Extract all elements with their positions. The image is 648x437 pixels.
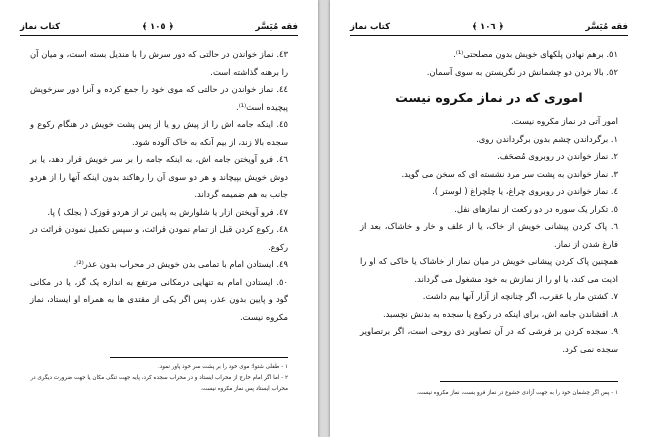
footnote: ١ - پس اگر چشمان خود را به جهت آزادی خشوع در نماز فرو بست، نماز مکروه نیست. [416, 390, 618, 396]
list-item: ٣. نماز خواندن به پشت سر مرد نشسته ای که سخن می گوید. [401, 168, 618, 179]
left-page [0, 0, 318, 437]
list-item: ٤. نماز خواندن در روبروی چراغ، یا چلچراغ ( لوستر ). [432, 186, 618, 196]
paragraph: ٤٩. ایستادن امام با تمامی بدن خویش در محراب بدون عذر⁽²⁾. [73, 259, 288, 269]
paragraph: ٥٠. ایستادن امام به تنهایی درمکانی مرتفع به اندازه یک گز، یا در مکانی گود و پایین بدون عذر، پس اگر یکی از مقتدی ها به همراه او ایستاد، نماز مکروه نیست. [30, 276, 288, 322]
running-head [20, 8, 298, 32]
list-item: ٥١. برهم نهادن پلکهای خویش بدون مصلحتی⁽¹⁾. [453, 49, 618, 59]
page-number: ﴿ ١٠٦ ﴾ [472, 22, 504, 32]
paragraph: ٤٦. فرو آویختن جامه اش، به اینکه جامه را بر سر خویش قرار دهد، یا بر دوش خویش بپیچاند و هر دو سوی آن را رهاکند بدون اینکه آنها را از هردو جانب به هم ضمیمه گرداند. [30, 154, 288, 199]
header-rule [20, 35, 298, 36]
paragraph: ٤٤. نماز خواندن در حالتی که موی خود را جمع کرده و آنرا دور سرخویش پیچیده است⁽¹⁾. [30, 84, 288, 112]
footnote-rule [440, 381, 618, 382]
list-item: ٢. نماز خواندن در روبروی مُصحَف. [497, 151, 618, 161]
list-item: ٩. سجده کردن بر فرشی که در آن تصاویر ذی روحی است، اگر برتصاویر سجده نمی کرد. [360, 326, 618, 354]
paragraph: ٤٥. اینکه جامه اش را از پیش رو یا از پس پشت خویش در هنگام رکوع و سجده بالا زند، از بیم آنکه به خاک آلوده شود. [30, 119, 288, 147]
chapter-title: كتاب نماز [20, 22, 61, 32]
list-item: ٧. کشتن مار یا عقرب، اگر چنانچه از آزار آنها بیم داشت. [422, 291, 618, 301]
running-head [350, 8, 628, 32]
chapter-title: كتاب نماز [350, 22, 391, 32]
lead-text: امور آتی در نماز مکروه نیست. [510, 116, 618, 126]
footnotes [360, 388, 618, 399]
section-heading: اموری که در نماز مکروه نیست [395, 90, 583, 105]
list-item: ٦. پاک کردن پیشانی خویش از خاک، یا از علف و خار و خاشاک، بعد از فارغ شدن از نماز. [360, 221, 618, 249]
list-item: ٥. تکرار یک سوره در دو رکعت از نمازهای نفل. [454, 203, 618, 214]
footnote: ١ - طفلی شتوا؛ موی خود را بر پشت سر خود پاور نمود. [157, 364, 288, 370]
header-rule [350, 35, 628, 36]
paragraph: ٤٣. نماز خواندن در حالتی که دور سرش را با مندیل بسته است، و میان آن را برهنه گذاشته است. [30, 49, 288, 77]
list-item: ٨. افشاندن جامه اش، برای اینکه در رکوع یا سجده به بدنش نچسبد. [382, 308, 618, 319]
book-title: فقه مُیَسَّر [585, 22, 628, 32]
paragraph: ٤٨. رکوع کردن قبل از تمام نمودن قرائت، و سپس تکمیل نمودن قرائت در رکوع. [30, 224, 288, 252]
page-body [360, 46, 618, 358]
list-item: ٥٢. بالا بردن دو چشمانش در نگریستن به سوی آسمان. [426, 66, 618, 77]
paragraph: ٤٧. فرو آویختن ازار یا شلوارش به پایین تر از هردو قوزک ( بجلک ) پا. [47, 206, 288, 217]
list-item: همچنین پاک کردن پیشانی خویش در میان نماز از خاشاک یا خاکی که او را اذیت می کند، یا او را از نمازش به خود مشغول می گرداند. [360, 256, 618, 284]
right-page [330, 0, 648, 437]
footnote-rule [110, 357, 288, 358]
book-title: فقه مُیَسَّر [255, 22, 298, 32]
page-number: ﴿ ١٠٥ ﴾ [142, 22, 174, 32]
list-item: ١. برگرداندن چشم بدون برگرداندن روی. [476, 133, 618, 144]
footnotes [30, 362, 288, 395]
footnote: ٢ - اما اگر امام خارج از محراب ایستاد و در محراب سجده کرد، پایه جهت تنگی مکان یا جهت ضرورت دیگری در محراب ایستاد پس نماز مکروه نیست. [30, 375, 288, 392]
page-body [30, 46, 288, 326]
